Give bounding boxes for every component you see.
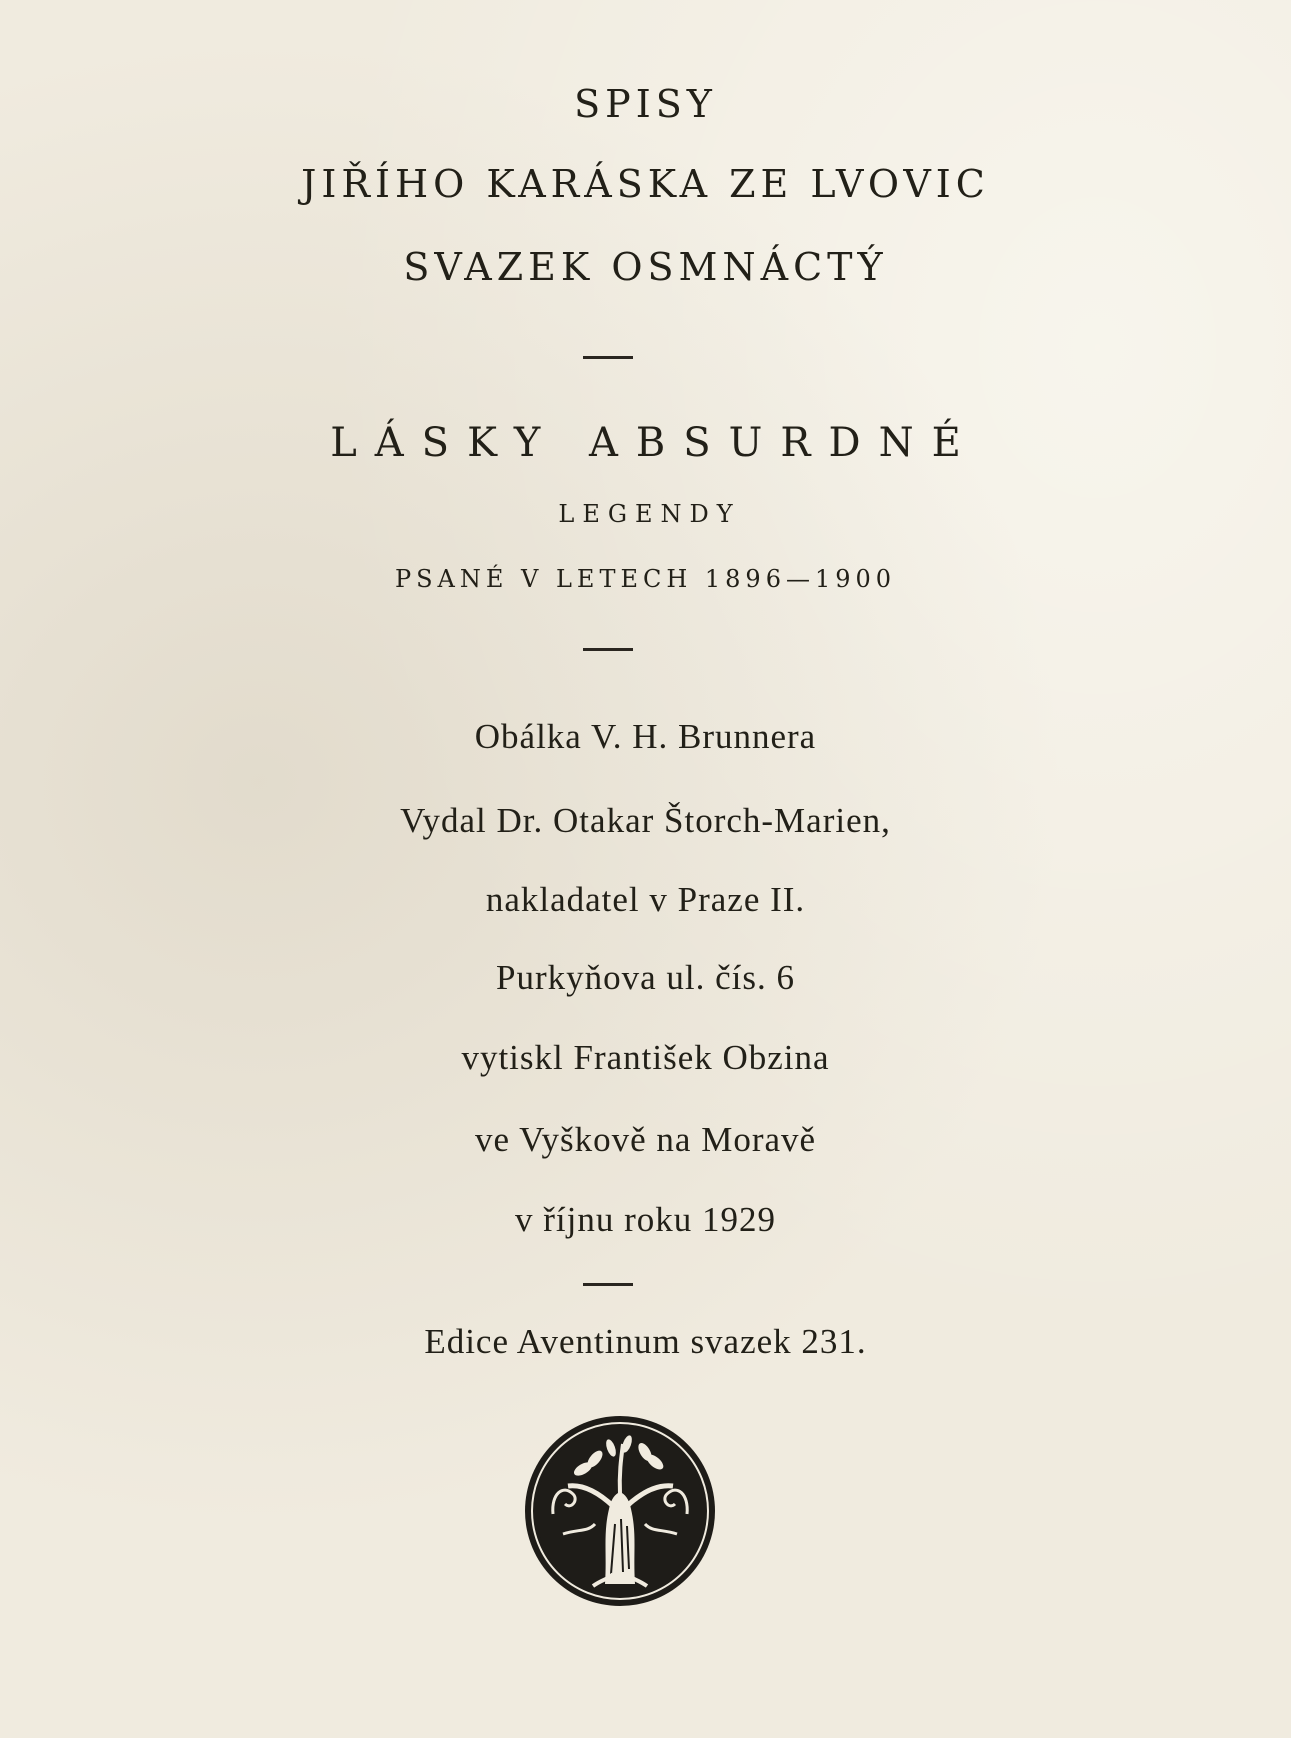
colophon-line: ve Vyškově na Moravě	[474, 1120, 817, 1159]
series-title: SPISY	[574, 82, 717, 126]
colophon-line: vytiskl František Obzina	[461, 1038, 830, 1077]
book-subtitle: LEGENDY	[558, 500, 741, 528]
edition-line: Edice Aventinum svazek 231.	[424, 1322, 867, 1361]
colophon-line: Obálka V. H. Brunnera	[474, 717, 817, 756]
book-title: LÁSKY ABSURDNÉ	[330, 420, 979, 466]
divider-rule	[583, 1283, 633, 1286]
colophon-line: Purkyňova ul. čís. 6	[495, 958, 795, 997]
written-years: PSANÉ V LETECH 1896—1900	[394, 565, 897, 593]
volume-line: SVAZEK OSMNÁCTÝ	[403, 245, 888, 289]
aventinum-tree-seal-icon	[523, 1414, 717, 1608]
divider-rule	[583, 648, 633, 651]
colophon-line: nakladatel v Praze II.	[485, 880, 806, 919]
colophon-line: Vydal Dr. Otakar Štorch-Marien,	[400, 801, 891, 840]
author-line: JIŘÍHO KARÁSKA ZE LVOVIC	[301, 162, 990, 206]
divider-rule	[583, 356, 633, 359]
colophon-line: v říjnu roku 1929	[514, 1200, 776, 1239]
